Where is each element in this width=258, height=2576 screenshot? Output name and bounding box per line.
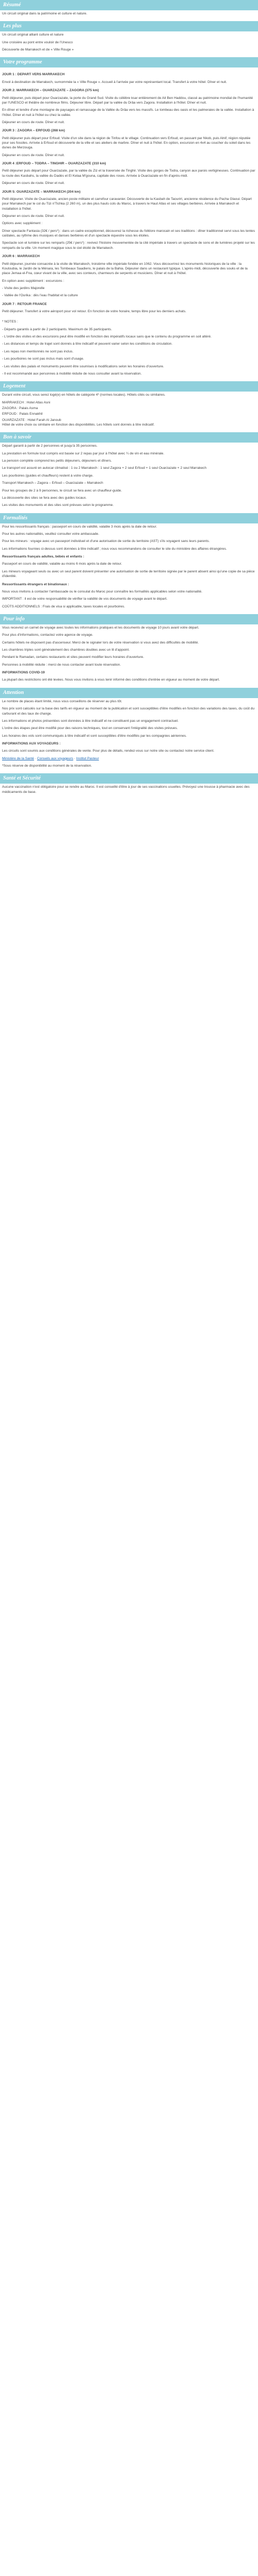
plus-body xyxy=(0,31,258,57)
bord-paragraph: La découverte des sites se fera avec des guides locaux. xyxy=(2,496,87,500)
logement-note: Hôtel de votre choix ou similaire en fonction des disponibilités. Les hôtels sont donnés à titre indicatif. xyxy=(2,423,155,427)
attention-info-text: Les circuits sont soumis aux conditions générales de vente. Pour plus de détails, rendez-vous sur notre site ou contactez notre service client. xyxy=(2,749,215,753)
day-title: JOUR 7 : RETOUR FRANCE xyxy=(2,302,47,306)
plus-item: Un circuit original alliant culture et nature xyxy=(2,33,64,37)
attention-info-label: INFORMATIONS AUX VOYAGEURS : xyxy=(2,741,61,745)
hotel-item: MARRAKECH : Hotel Atlas Asni xyxy=(2,400,51,404)
infos-paragraph: Certains hôtels ne disposent pas d'ascenseur. Merci de le signaler lors de votre réservation si vous avez des difficultés de mobilité. xyxy=(2,640,199,645)
hotel-item: ERFOUD : Palais Ennakhil xyxy=(2,412,43,416)
bord-paragraph: Transport Marrakech – Zagora – Erfoud – Ouarzazate – Marrakech xyxy=(2,481,103,485)
programme-body xyxy=(0,67,258,381)
day-title: JOUR 4 :ERFOUD – TODRA – TINGHIR – OUARZAZATE (310 km) xyxy=(2,162,106,166)
day-paragraph: Déjeuner en cours de route. Dîner et nuit. xyxy=(2,181,65,185)
infos-paragraph: Vous recevrez un carnet de voyage avec toutes les informations pratiques et les documents de voyage 10 jours avant votre départ. xyxy=(2,625,199,630)
link-institut-pasteur[interactable]: Institut Pasteur xyxy=(76,756,99,760)
attention-paragraph: Les informations et photos présentées sont données à titre indicatif et ne constituent pas un engagement contractuel. xyxy=(2,719,179,723)
formalites-paragraph: Les informations fournies ci-dessus sont données à titre indicatif ; nous vous recommandons de consulter le site du ministère des affaires étrangères. xyxy=(2,547,227,551)
infos-heading: Pour info xyxy=(0,614,258,624)
day-paragraph: Options avec supplément : xyxy=(2,222,43,226)
infos-body xyxy=(0,624,258,688)
logement-body xyxy=(0,392,258,432)
programme-note: - Les pourboires ne sont pas inclus mais sont d'usage. xyxy=(2,357,84,361)
formalites-paragraph: Nous vous invitons à contacter l'ambassade ou le consulat du Maroc pour connaître les formalités applicables selon votre nationalité. xyxy=(2,589,202,594)
infos-paragraph: Pendant le Ramadan, certains restaurants et sites peuvent modifier leurs horaires d'ouverture. xyxy=(2,655,144,659)
page xyxy=(0,0,258,800)
infos-paragraph: La plupart des restrictions ont été levées. Nous vous invitons à vous tenir informé des conditions d'entrée en vigueur au moment de votre départ. xyxy=(2,678,220,682)
bord-paragraph: Le transport est assuré en autocar climatisé : 1 ou 2 Marrakech : 1 seul Zagora + 2 seul Erfoud + 1 seul Ouarzazate + 2 seul Marrakech xyxy=(2,466,207,470)
attention-body xyxy=(0,698,258,774)
plus-item: Une croisière au pont entre vouloir de l'Unesco xyxy=(2,40,73,44)
link-ministere-sante[interactable]: Ministère de la Santé xyxy=(2,756,34,760)
bord-paragraph: La prestation en formule tout compris est basée sur 2 repas par jour à l'hôtel avec ¼ de vin et eau minérale. xyxy=(2,451,165,455)
programme-note: - L'ordre des visites et des excursions peut être modifié en fonction des impératifs locaux sans que le contenu du programme en soit altéré. xyxy=(2,335,212,339)
programme-note: - Départs garantis à partir de 2 participants. Maximum de 35 participants. xyxy=(2,327,112,331)
day-paragraph: Déjeuner en cours de route. Dîner et nuit. xyxy=(2,153,65,157)
formalites-paragraph: Pour les mineurs : voyage avec un passeport individuel et d'une autorisation de sortie du territoire (AST) s'ils voyagent sans leurs parents. xyxy=(2,539,210,544)
day-title: JOUR 3 : ZAGORA – ERFOUD (268 km) xyxy=(2,129,65,133)
day-paragraph: Spectacle son et lumière sur les remparts (25€ / pers*) : revivez l'histoire mouvementée de la cité impériale à travers un spectacle de sons et de lumières projeté sur les remparts de la ville. Un moment magique sous le ciel étoilé de Marrakech. xyxy=(2,241,255,250)
formalites-heading: Formalités xyxy=(0,513,258,523)
formalites-subtitle: Ressortissants français adultes, bébés et enfants : xyxy=(2,555,85,559)
programme-heading: Votre programme xyxy=(0,57,258,67)
day-paragraph: - Vallée de l'Ourika : dès l'eau l'habitat et la culture xyxy=(2,294,78,298)
programme-note: - Les visites des palais et monuments peuvent être soumises à modifications selon les horaires d'ouverture. xyxy=(2,364,164,368)
plus-item: Découverte de Marrakech et de « Ville Rouge » xyxy=(2,48,74,52)
resume-body xyxy=(0,10,258,21)
day-paragraph: Dîner spectacle Fantasia (32€ / pers*) : dans un cadre exceptionnel, découvrez la richesse du folklore marocain et ses traditions : dîner traditionnel servi sous les tentes caïdales, au rythme des musiques et danses berbères et d'un spectacle équestre sous les étoiles. xyxy=(2,229,255,238)
formalites-paragraph: COÛTS ADDITIONNELS : Frais de visa si applicable, taxes locales et pourboires. xyxy=(2,604,125,608)
formalites-paragraph: Pour les ressortissants français : passeport en cours de validité, valable 3 mois après la date de retour. xyxy=(2,524,157,529)
formalites-paragraph: Les mineurs voyageant seuls ou avec un seul parent doivent présenter une autorisation de sortie de territoire signée par le parent absent ainsi qu'une copie de sa pièce d'identité. xyxy=(2,569,255,579)
formalites-body xyxy=(0,523,258,614)
day-title: JOUR 1 : DEPART VERS MARRAKECH xyxy=(2,73,65,77)
day-paragraph: Petit déjeuner puis départ pour Ouarzazate, par la vallée du Ziz et la traversée de Tinghir. Visite des gorges de Todra, canyon aux parois vertigineuses. Continuation par la route des Kasbahs, la vallée du Dadès et El Kelaa M'gouna, capitale des roses. Arrivée à Ouarzazate en fin d'après-midi. xyxy=(2,169,255,178)
attention-paragraph: Nos prix sont calculés sur la base des tarifs en vigueur au moment de la publication et sont susceptibles d'être modifiés en fonction des variations des taxes, du coût du carburant et des taux de change. xyxy=(2,707,255,716)
programme-note: - Il est recommandé aux personnes à mobilité réduite de nous consulter avant la réservation. xyxy=(2,371,142,376)
day-paragraph: Envol à destination de Marrakech, surnommée la « Ville Rouge ». Accueil à l'arrivée par votre représentant local. Transfert à votre hôtel. Dîner et nuit. xyxy=(2,80,227,84)
day-paragraph: Petit déjeuner puis départ pour Erfoud. Visite d'un site dans la région de Tinfou et le village. Continuation vers Erfoud, en passant par Nkob, puis Alnif, région réputée pour ses fossiles. Arrivée à Erfoud et découverte de la ville et ses ateliers de marbre. Dîner et nuit à l'hôtel. En option, excursion en 4x4 au coucher du soleil dans les dunes de Merzouga. xyxy=(2,136,251,150)
hotel-item: OUARZAZATE : Hotel Farah Al Janoub xyxy=(2,418,61,422)
attention-paragraph: L'ordre des étapes peut être modifié pour des raisons techniques, tout en conservant l'intégralité des visites prévues. xyxy=(2,726,178,731)
day-paragraph: En option avec supplément : excursions : xyxy=(2,279,64,283)
formalites-paragraph: Pour les autres nationalités, veuillez consulter votre ambassade. xyxy=(2,532,100,536)
formalites-paragraph: Passeport en cours de validité, valable au moins 6 mois après la date de retour. xyxy=(2,562,122,566)
attention-paragraph: Les horaires des vols sont communiqués à titre indicatif et sont susceptibles d'être modifiés par les compagnies aériennes. xyxy=(2,734,187,738)
day-paragraph: Déjeuner en cours de route. Dîner et nuit. xyxy=(2,120,65,124)
programme-note: - Les repas non mentionnés ne sont pas inclus. xyxy=(2,349,74,353)
day-title: JOUR 5: OUARZAZATE – MARRAKECH (204 km) xyxy=(2,190,80,194)
day-paragraph: Déjeuner en cours de route. Dîner et nuit. xyxy=(2,214,65,218)
day-paragraph: Petit déjeuner. Transfert à votre aéroport pour vol retour. En fonction de votre horaire, temps libre pour les derniers achats. xyxy=(2,310,186,314)
bord-body xyxy=(0,443,258,513)
bord-paragraph: Les visites des monuments et des sites sont prévues selon le programme. xyxy=(2,503,114,507)
infos-paragraph: Personnes à mobilité réduite : merci de nous contacter avant toute réservation. xyxy=(2,663,121,667)
hotel-item: ZAGORA : Palais Asma xyxy=(2,406,38,410)
attention-final: *Sous réserve de disponibilité au moment de la réservation. xyxy=(2,764,92,768)
sante-body xyxy=(0,784,258,800)
programme-note: - Les distances et temps de trajet sont donnés à titre indicatif et peuvent varier selon les conditions de circulation. xyxy=(2,342,173,346)
resume-text: Un circuit original dans la patrimoine et culture et nature. xyxy=(2,12,87,15)
attention-paragraph: Le nombre de places étant limité, nous vous conseillons de réserver au plus tôt. xyxy=(2,699,122,703)
link-conseils-voyageurs[interactable]: Conseils aux voyageurs xyxy=(37,756,73,760)
day-paragraph: - Visite des jardins Majorelle xyxy=(2,286,45,290)
bord-heading: Bon à savoir xyxy=(0,432,258,443)
infos-paragraph: Les chambres triples sont généralement des chambres doubles avec un lit d'appoint. xyxy=(2,648,130,652)
day-title: JOUR 6 : MARRAKECH xyxy=(2,255,40,259)
sante-text: Aucune vaccination n'est obligatoire pour se rendre au Maroc. Il est conseillé d'être à jour de ses vaccinations usuelles. Prévoyez une trousse à pharmacie avec des médicaments de base. xyxy=(2,785,250,794)
bord-paragraph: Départ garanti à partir de 2 personnes et jusqu'à 35 personnes. xyxy=(2,444,98,448)
formalites-subtitle: Ressortissants étrangers et binationaux : xyxy=(2,582,69,586)
day-title: JOUR 2: MARRAKECH – OUARZAZATE – ZAGORA (375 km) xyxy=(2,89,99,93)
day-paragraph: Petit déjeuner. Visite de Ouarzazate, ancien poste militaire et carrefour caravanier. Découverte de la Kasbah de Taourirt, ancienne résidence du Pacha Glaoui. Départ pour Marrakech par le col du Tizi n'Tichka (2 260 m), un des plus hauts cols du Maroc, à travers le Haut Atlas et ses villages berbères. Arrivée à Marrakech et installation à l'hôtel. xyxy=(2,197,252,211)
bord-paragraph: Pour les groupes de 2 à 9 personnes, le circuit se fera avec un chauffeur-guide. xyxy=(2,488,122,493)
infos-paragraph: Pour plus d'informations, contactez votre agence de voyage. xyxy=(2,633,93,637)
attention-heading: Attention xyxy=(0,688,258,698)
programme-note: * NOTES : xyxy=(2,320,18,324)
formalites-paragraph: IMPORTANT : il est de votre responsabilité de vérifier la validité de vos documents de voyage avant le départ. xyxy=(2,597,168,601)
day-paragraph: Petit déjeuner, puis départ pour Ouarzazate, la porte du Grand Sud. Visite du célèbre ksar entièrement de Ait Ben Haddou, classé au patrimoine mondial de l'humanité par l'UNESCO et théâtre de nombreux films. Déjeuner libre. Départ par la vallée du Drâa vers Zagora. Installation à l'hôtel. Dîner et nuit. xyxy=(2,96,253,105)
bord-paragraph: La pension complète comprend les petits déjeuners, déjeuners et dîners. xyxy=(2,459,112,463)
logement-heading: Logement xyxy=(0,381,258,392)
infos-subtitle: INFORMATIONS COVID-19 xyxy=(2,671,45,675)
sante-heading: Santé et Sécurité xyxy=(0,773,258,784)
bord-paragraph: Les pourboires (guides et chauffeurs) restent à votre charge. xyxy=(2,473,93,478)
attention-links: Ministère de la Santé · Conseils aux voyageurs · Institut Pasteur xyxy=(2,756,99,760)
resume-heading: Résumé xyxy=(0,0,258,10)
hotel-list xyxy=(2,400,256,422)
logement-intro: Durant votre circuit, vous serez logé(e) en hôtels de catégorie 4* (normes locales). Hôtels cités ou similaires. xyxy=(2,393,166,397)
day-paragraph: En dîner et tendre d'une montagne de paysages et ramassage de la Vallée du Drâa vers les massifs. Le tombeau des oasis et les palmeraies de la vallée. Installation à l'hôtel. Dîner et nuit à l'hôtel ou chez la vallée. xyxy=(2,108,254,117)
plus-heading: Les plus xyxy=(0,21,258,31)
day-paragraph: Petit déjeuner, journée consacrée à la visite de Marrakech, troisième ville impériale fondée en 1062. Vous découvrirez les monuments historiques de la ville : la Koutoubia, le Jardin de la Ménara, les Tombeaux Saadiens, le palais de la Bahia. Déjeuner dans un restaurant typique. L'après-midi, découverte des souks et de la place Jemaa el-Fna, cœur vivant de la ville, avec ses conteurs, charmeurs de serpents et musiciens. Dîner et nuit à l'hôtel. xyxy=(2,262,248,276)
